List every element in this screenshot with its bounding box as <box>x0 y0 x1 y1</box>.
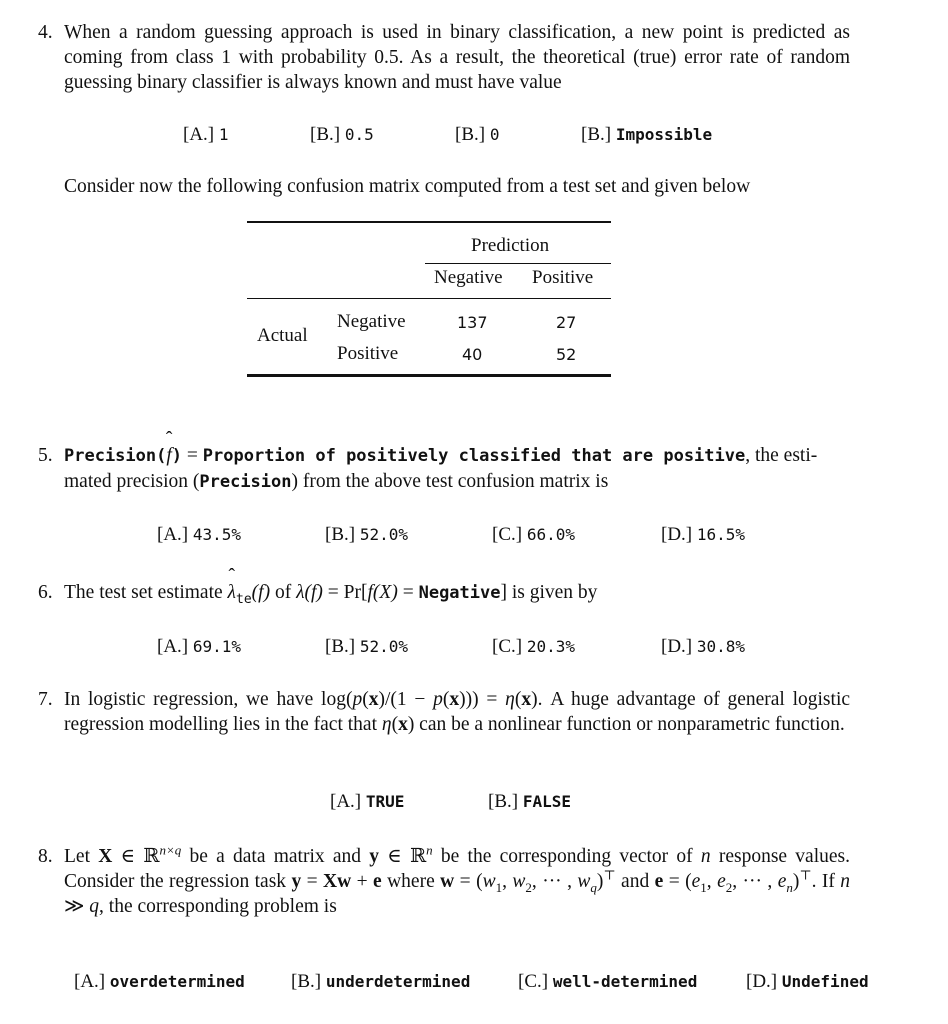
option-value: 20.3% <box>526 637 575 656</box>
option-value: 16.5% <box>696 525 746 544</box>
option-value: Impossible <box>615 125 713 144</box>
option-b[interactable]: [B.] 52.0% <box>325 636 408 657</box>
option-b[interactable]: [B.] 52.0% <box>325 524 408 545</box>
option-value: 43.5% <box>192 525 242 544</box>
question-8 <box>38 844 850 919</box>
option-c[interactable]: [C.] 66.0% <box>492 524 575 545</box>
option-value: 69.1% <box>192 637 242 656</box>
option-d[interactable]: [D.] 16.5% <box>661 524 746 545</box>
option-value: 1 <box>218 125 229 144</box>
option-value: 30.8% <box>696 637 746 656</box>
question-5 <box>38 443 850 495</box>
table-mid-rule <box>247 298 611 299</box>
option-value: well-determined <box>552 972 698 991</box>
row-header-positive: Positive <box>337 343 399 364</box>
question-text: The test set estimate ̂ $\lambda_{te}(f)$ of λ(f) = Pr[f(X) = Negative] is given by <box>64 580 850 606</box>
option-value: 52.0% <box>359 525 408 544</box>
option-a[interactable]: [A.] 1 <box>183 124 229 145</box>
option-a[interactable]: [A.] 69.1% <box>157 636 242 657</box>
option-value: 52.0% <box>359 637 408 656</box>
option-value: 66.0% <box>526 525 575 544</box>
option-a[interactable]: [A.] 43.5% <box>157 524 242 545</box>
option-value: 0.5 <box>344 125 374 144</box>
option-d[interactable]: [D.] 30.8% <box>661 636 746 657</box>
question-number: 5. <box>38 445 53 466</box>
question-number: 8. <box>38 846 53 867</box>
option-value: FALSE <box>522 792 571 811</box>
consider-text: Consider now the following confusion matrix computed from a test set and given below <box>64 176 751 197</box>
option-value: TRUE <box>365 792 405 811</box>
f-hat: ̂ f <box>166 443 171 468</box>
question-text: In logistic regression, we have log(p(x)/(1 − p(x))) = η(x). A huge advantage of general logistic regression modelling lies in the fact that η(x) can be a nonlinear function or nonparametric function. <box>64 689 851 735</box>
option-c[interactable]: [C.] well-determined <box>518 971 698 992</box>
option-d[interactable]: [D.] Undefined <box>746 971 869 992</box>
question-text: Precision(̂ f) = Proportion of positively classified that are positive, the esti- mated precision (Precision) from the above test confusion matrix is <box>64 443 850 495</box>
prediction-header: Prediction <box>471 235 550 256</box>
option-b[interactable]: [B.] FALSE <box>488 791 571 812</box>
table-bottom-rule <box>247 374 611 377</box>
question-8-options <box>0 971 948 997</box>
cell-pos-neg: 40 <box>462 345 483 364</box>
option-c[interactable]: [B.] 0 <box>455 124 500 145</box>
question-6 <box>38 580 850 606</box>
table-top-rule <box>247 221 611 223</box>
question-4 <box>38 20 850 95</box>
col-header-negative: Negative <box>434 267 503 288</box>
col-header-positive: Positive <box>532 267 594 288</box>
question-4-options <box>0 124 948 150</box>
question-5-options <box>0 524 948 550</box>
row-header-negative: Negative <box>337 311 406 332</box>
question-number: 4. <box>38 22 53 43</box>
cell-pos-pos: 52 <box>556 345 577 364</box>
option-value: Undefined <box>781 972 869 991</box>
precision-definition: Proportion of positively classified that are positive <box>202 446 746 466</box>
cell-neg-pos: 27 <box>556 313 577 332</box>
option-d[interactable]: [B.] Impossible <box>581 124 713 145</box>
question-7 <box>38 687 850 737</box>
prediction-cmidrule <box>425 263 611 264</box>
option-a[interactable]: [A.] TRUE <box>330 791 405 812</box>
option-value: 0 <box>489 125 500 144</box>
option-b[interactable]: [B.] 0.5 <box>310 124 374 145</box>
option-a[interactable]: [A.] overdetermined <box>74 971 245 992</box>
question-text: When a random guessing approach is used in binary classification, a new point is predicted as coming from class 1 with probability 0.5. As a result, the theoretical (true) error rate of random guessing binary classifier is always known and must have value <box>64 22 850 93</box>
row-group-actual: Actual <box>257 325 308 346</box>
question-6-options <box>0 636 948 662</box>
option-value: overdetermined <box>109 972 245 991</box>
option-value: underdetermined <box>325 972 471 991</box>
option-b[interactable]: [B.] underdetermined <box>291 971 471 992</box>
confusion-matrix <box>247 221 611 377</box>
question-7-options <box>0 791 948 817</box>
question-text: Let X ∈ ℝ$^{n\times q}$ be a data matrix and y ∈ ℝ$^n$ be the corresponding vector of n response values. Consider the regression task y = Xw + e where $w = (w_1$, $w_2$, ··· , $w_q)^⊤$ and $e = (e_1$, $e_2$, ··· , $e_n)^⊤$. If n ≫ q, the corresponding problem is <box>64 842 851 917</box>
cell-neg-neg: 137 <box>457 313 488 332</box>
option-c[interactable]: [C.] 20.3% <box>492 636 575 657</box>
question-number: 7. <box>38 689 53 710</box>
question-number: 6. <box>38 582 53 603</box>
